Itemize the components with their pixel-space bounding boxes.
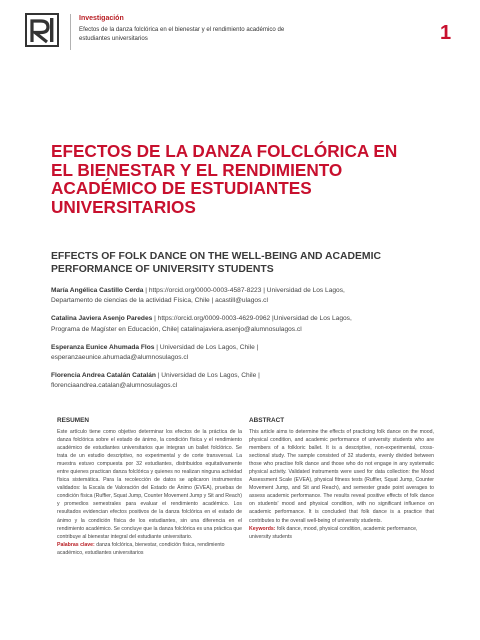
author-name: Catalina Javiera Asenjo Paredes [51,315,153,323]
author-entry [51,343,376,363]
resumen-text: Este artículo tiene como objetivo determinar los efectos de la práctica de la danza folclórica sobre el estado de ánimo, la condición física y el rendimiento académico de estudiantes universitarios que integran un ballet folclórico. Se trata de un estudio descriptivo, no experimental y de corte transversal. La muestra estuvo compuesta por 32 estudiantes, distribuidos equitativamente entre quienes practican danza folclórica y quienes no realizan ninguna actividad física sistemática. Para la recolección de datos se aplicaron instrumentos validados: la Escala de Valoración del Estado de Ánimo (EVEA), pruebas de condición física (Ruffier, Squat Jump, Counter Movement Jump y Sit and Reach) y promedios semestrales para evaluar el rendimiento académico. Los resultados evidencian efectos positivos de la danza folclórica en el estado de ánimo y la condición física de los estudiantes, sin una diferencia en el rendimiento académico. Se concluye que la danza folclórica es una práctica que contribuye al bienestar integral del estudiante universitario. [57,429,243,540]
resumen-section [57,416,242,557]
abstract-section [249,416,434,541]
article-title-spanish: EFECTOS DE LA DANZA FOLCLÓRICA EN EL BIENESTAR Y EL RENDIMIENTO ACADÉMICO DE ESTUDIANTES UNIVERSITARIOS [51,141,398,217]
author-details: | Universidad de Los Lagos, Chile | florenciaandrea.catalan@alumnosulagos.cl [51,372,260,390]
journal-logo-mark [27,15,57,45]
author-list [51,286,376,400]
author-details: | https://orcid.org/0000-0003-4587-8223 | Universidad de Los Lagos, Departamento de ciencias de la actividad Física, Chile | acastill@ulagos.cl [51,287,345,305]
author-details: | https://orcid.org/0009-0003-4629-0962 |Universidad de Los Lagos, Programa de Magíster en Educación, Chile| catalinajaviera.asenjo@alumnosulagos.cl [51,315,352,333]
journal-logo [25,13,59,47]
author-entry [51,314,376,334]
author-details: | Universidad de Los Lagos, Chile | esperanzaeunice.ahumada@alumnosulagos.cl [51,343,259,362]
author-entry [51,371,376,391]
abstract-text: This article aims to determine the effects of practicing folk dance on the mood, physical condition, and academic performance of university students who are members of a folkloric ballet. It is a descriptive, non-experimental, cross-sectional study. The sample consisted of 32 students, evenly divided between those who practise folk dance and those who do not engage in any systematic physical activity. Validated instruments were used for data collection: the Mood Assessment Scale (EVEA), physical fitness tests (Ruffier, Squat Jump, Counter Movement Jump, and Sit and Reach), and semester grade point averages to assess academic performance. The results reveal positive effects of folk dance on students' mood and physical condition, with no significant influence on academic performance. It is concluded that folk dance is a practice that contributes to the overall well-being of university students. [249,429,434,524]
abstract-keywords [249,525,434,541]
keywords-list: folk dance, mood, physical condition, academic performance, university students [249,525,418,540]
page-header [0,0,480,58]
header-divider [70,14,71,50]
abstract-heading: ABSTRACT [249,417,285,424]
resumen-heading: RESUMEN [57,417,89,424]
running-title: Efectos de la danza folclórica en el bienestar y el rendimiento académico de estudiantes universitarios [79,26,285,42]
author-entry [51,286,376,306]
author-name: Esperanza Eunice Ahumada Flos [51,343,155,351]
keywords-label: Palabras clave: [57,541,95,548]
author-name: María Angélica Castillo Cerda [51,287,144,294]
article-title-english: EFFECTS OF FOLK DANCE ON THE WELL-BEING AND ACADEMIC PERFORMANCE OF UNIVERSITY STUDENTS [51,251,381,275]
keywords-label: Keywords: [249,525,276,532]
keywords-list: danza folclórica, bienestar, condición física, rendimiento académico, estudiantes universitarios [57,541,225,556]
page-number: 1 [440,22,452,44]
section-label: Investigación [79,15,124,22]
resumen-keywords [57,541,242,557]
author-name: Florencia Andrea Catalán Catalán [51,372,156,380]
